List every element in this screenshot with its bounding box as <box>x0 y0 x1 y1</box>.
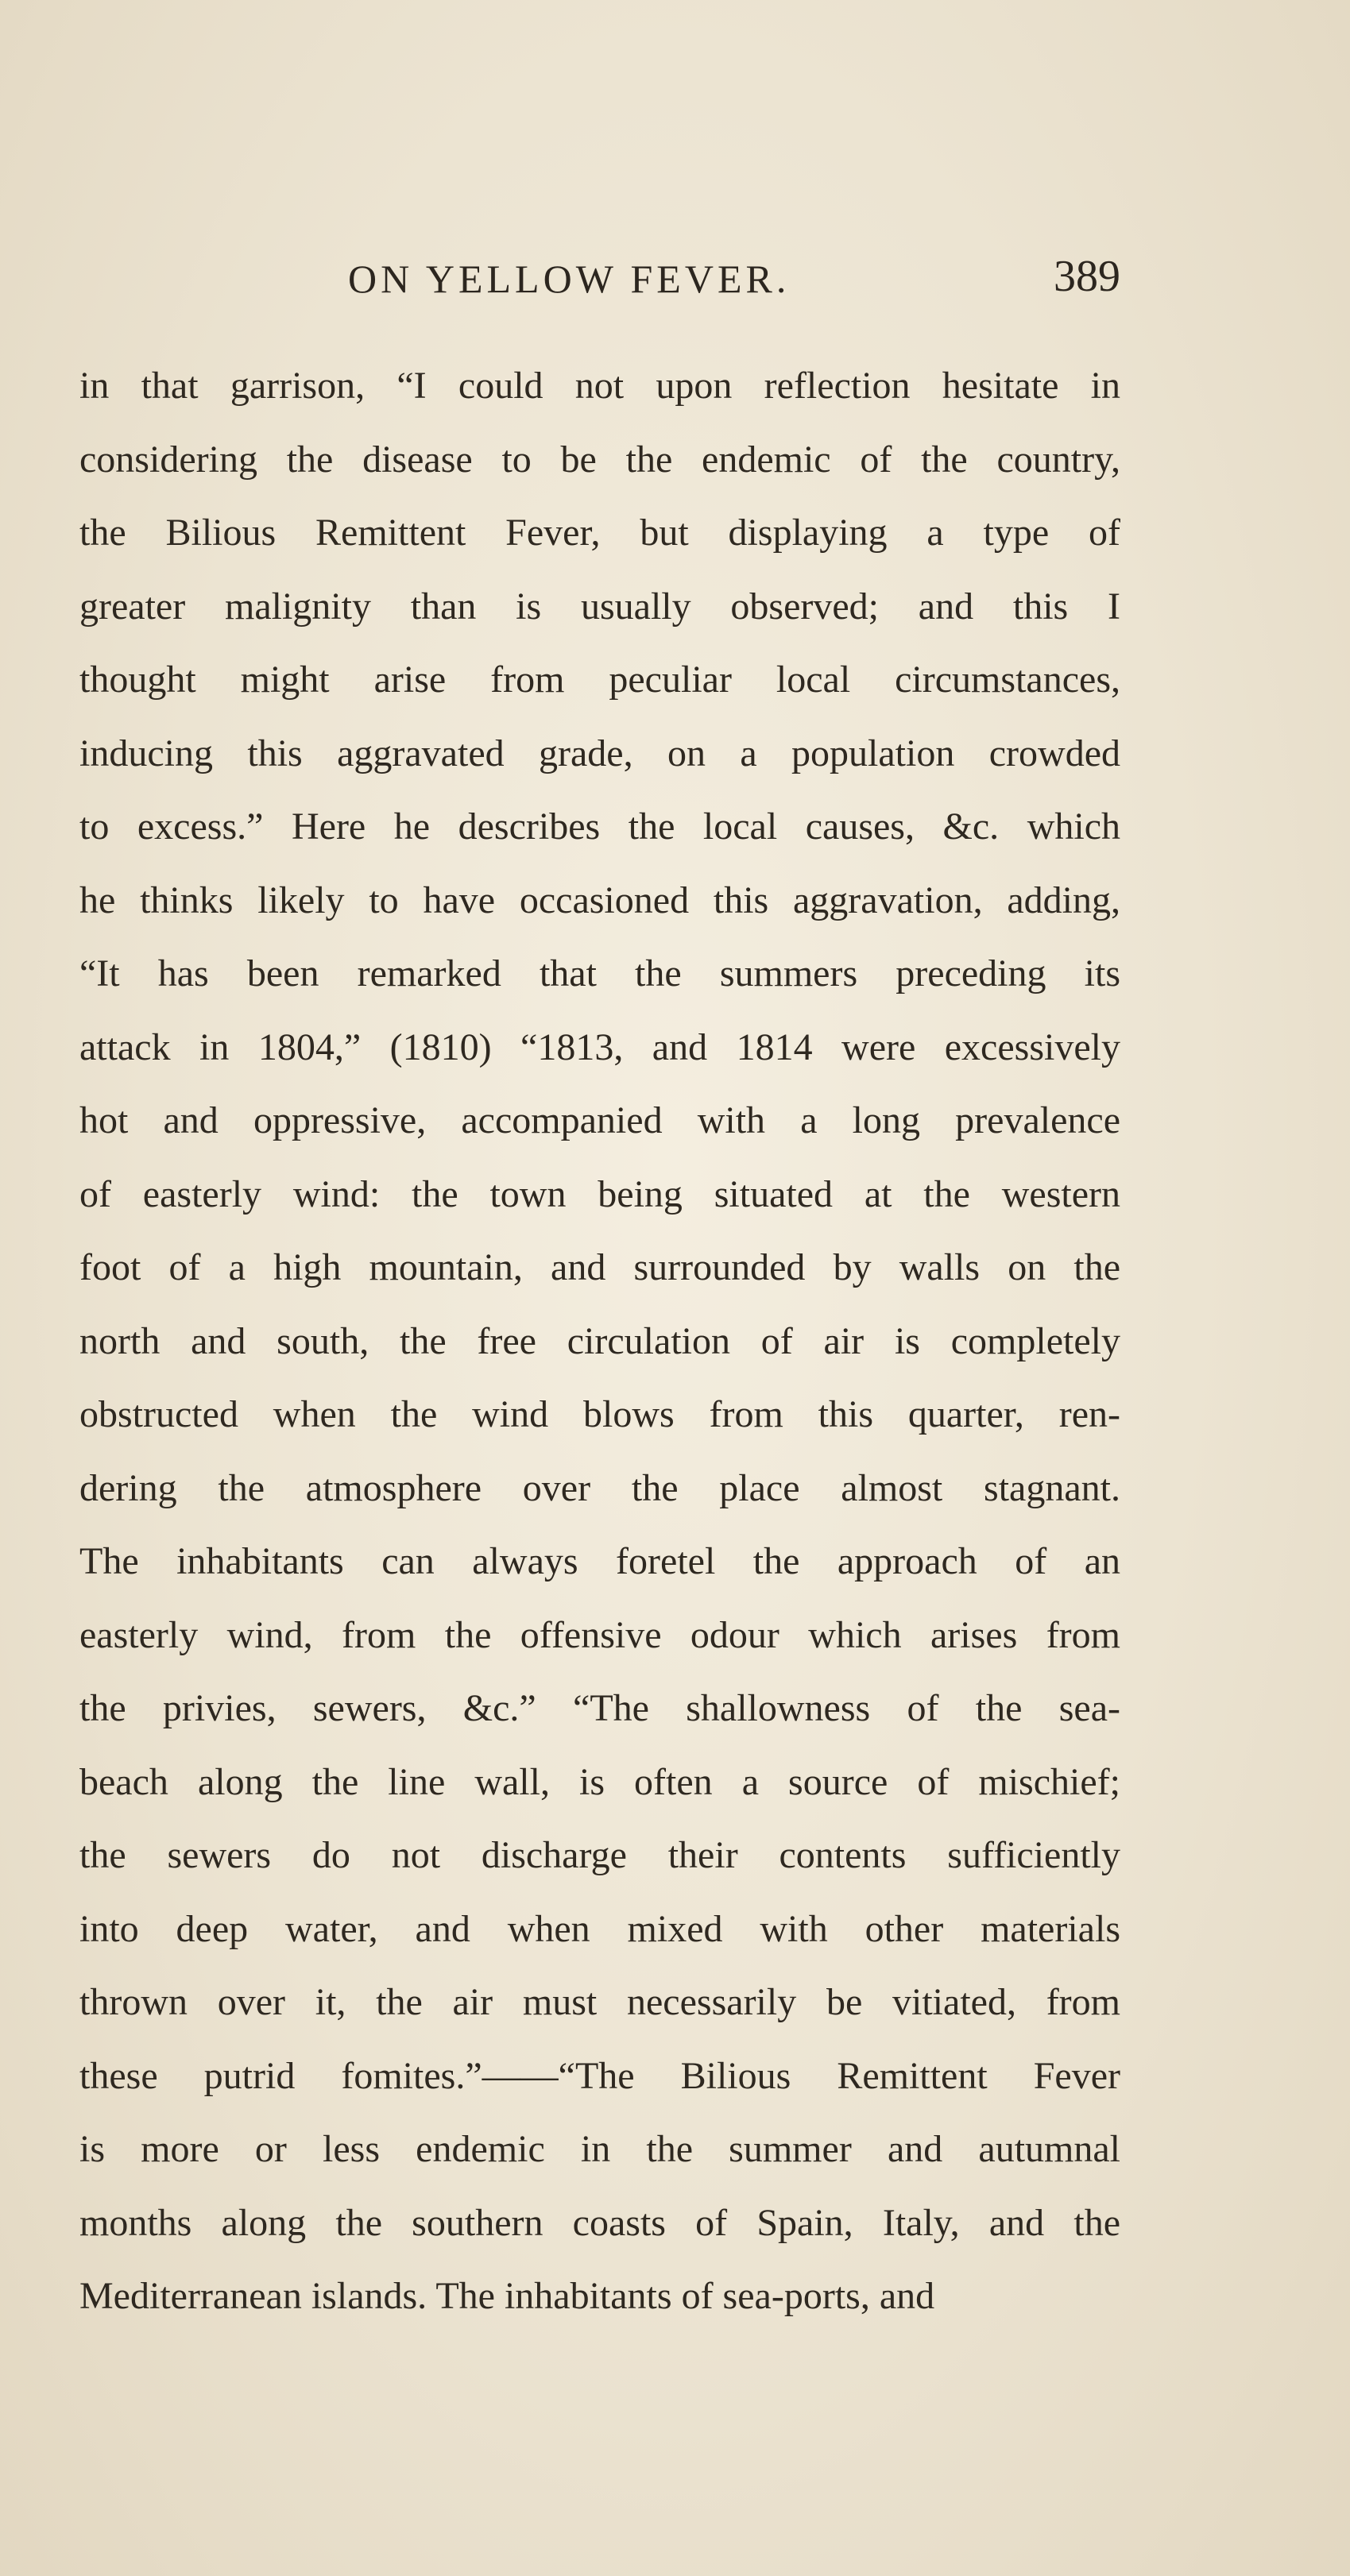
text-line: into deep water, and when mixed with other materials <box>79 1907 1120 1950</box>
text-line: of easterly wind: the town being situated at the western <box>79 1172 1120 1215</box>
text-line: foot of a high mountain, and surrounded by walls on the <box>79 1246 1120 1288</box>
body-text <box>79 350 1120 2334</box>
text-line: “It has been remarked that the summers preceding its <box>79 952 1120 994</box>
text-line: in that garrison, “I could not upon reflection hesitate in <box>79 365 1120 407</box>
text-line: these putrid fomites.”——“The Bilious Remittent Fever <box>79 2054 1120 2097</box>
text-line: the Bilious Remittent Fever, but displaying a type of <box>79 512 1120 554</box>
text-line: easterly wind, from the offensive odour which arises from <box>79 1613 1120 1656</box>
text-line: dering the atmosphere over the place almost stagnant. <box>79 1466 1120 1509</box>
text-line: months along the southern coasts of Spain, Italy, and the <box>79 2201 1120 2244</box>
text-line: beach along the line wall, is often a source of mischief; <box>79 1760 1120 1803</box>
text-line: the privies, sewers, &c.” “The shallowness of the sea- <box>79 1687 1120 1729</box>
text-line: greater malignity than is usually observed; and this I <box>79 585 1120 628</box>
text-line: thrown over it, the air must necessarily be vitiated, from <box>79 1981 1120 2023</box>
text-line: considering the disease to be the endemic of the country, <box>79 438 1120 481</box>
text-line: the sewers do not discharge their contents sufficiently <box>79 1834 1120 1876</box>
text-line: north and south, the free circulation of air is completely <box>79 1319 1120 1362</box>
text-line: inducing this aggravated grade, on a population crowded <box>79 732 1120 774</box>
running-head: ON YELLOW FEVER. <box>348 257 791 301</box>
text-line: The inhabitants can always foretel the approach of an <box>79 1540 1120 1582</box>
page-number: 389 <box>1054 252 1120 301</box>
text-line: Mediterranean islands. The inhabitants of sea-ports, and <box>79 2275 935 2317</box>
text-line: he thinks likely to have occasioned this aggravation, adding, <box>79 879 1120 921</box>
text-line: thought might arise from peculiar local circumstances, <box>79 658 1120 701</box>
text-line: attack in 1804,” (1810) “1813, and 1814 were excessively <box>79 1025 1120 1068</box>
text-line: obstructed when the wind blows from this quarter, ren- <box>79 1393 1120 1435</box>
text-line: to excess.” Here he describes the local causes, &c. which <box>79 805 1120 848</box>
text-line: is more or less endemic in the summer and autumnal <box>79 2128 1120 2170</box>
text-line: hot and oppressive, accompanied with a long prevalence <box>79 1099 1120 1141</box>
page-header <box>79 252 1120 319</box>
